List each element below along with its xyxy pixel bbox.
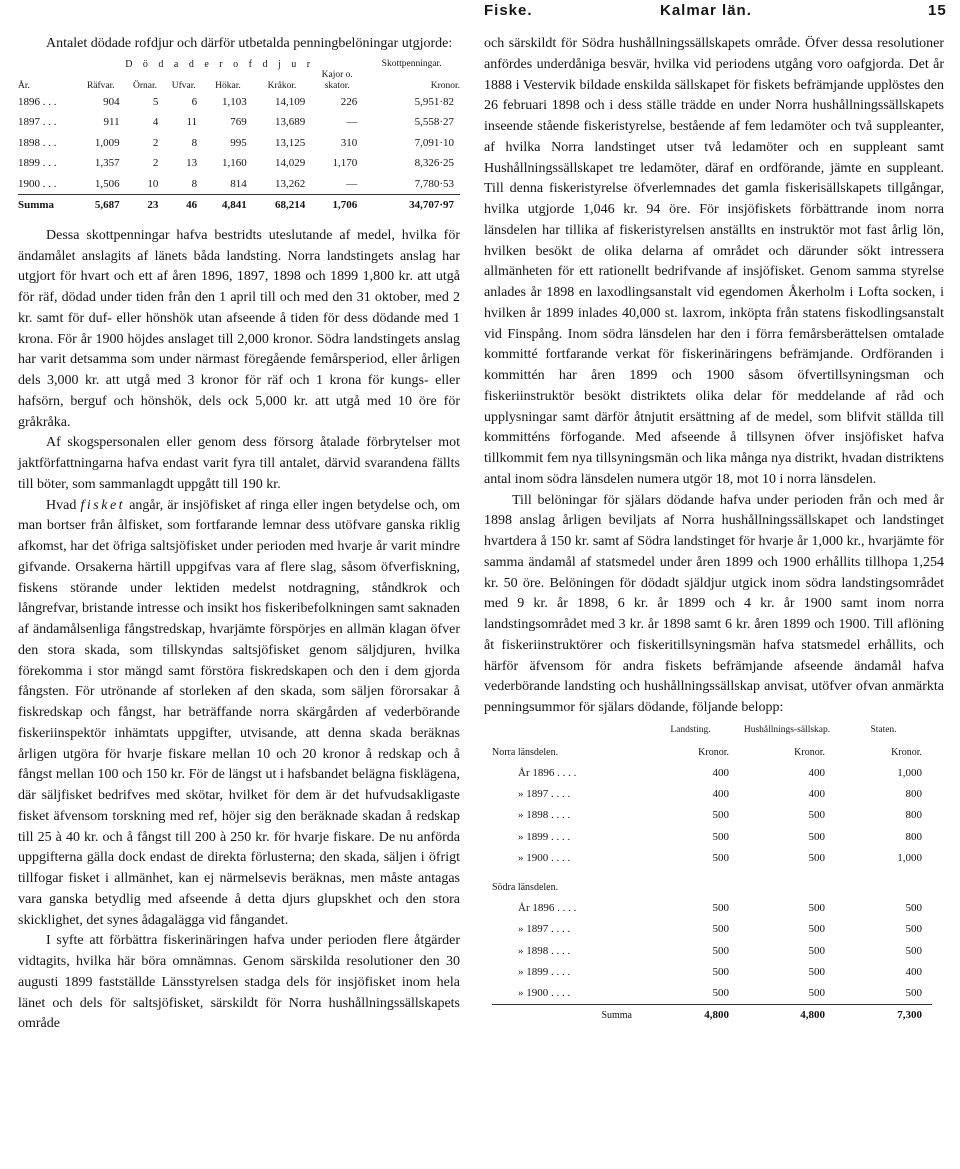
intro-paragraph: Antalet dödade rofdjur och därför utbetalda penningbelöningar utgjorde: — [46, 36, 453, 51]
forestry-offences-paragraph: Af skogspersonalen eller genom dess försorg åtalade förbrytelser mot jaktförfattningarna hafva endast varit fyra till antalet, därvid svarandena fällts till böter, som sammanlagdt uppgått till 190 kr. — [18, 435, 460, 492]
table-sum-row: Summa 4,800 4,800 7,300 — [492, 1005, 932, 1027]
bounty-group-header: Skottpenningar. — [381, 58, 442, 69]
predator-group-header: D ö d a d e r o f d j u r — [125, 58, 315, 70]
col-year: År. — [18, 80, 30, 91]
group-label-north: Norra länsdelen. — [492, 746, 559, 758]
col-eagles: Örnar. — [132, 80, 157, 91]
page-number: 15 — [928, 2, 947, 19]
col-staten: Staten. — [870, 724, 897, 735]
col-foxes: Räfvar. — [86, 80, 115, 91]
table-row: » 1898 . . . . 500 500 800 — [518, 809, 922, 822]
right-column — [484, 34, 944, 1026]
col-hushallningssallskap: Hushållnings-sällskap. — [743, 724, 831, 735]
table-row: År 1896 . . . . 500 500 500 — [518, 902, 922, 915]
col-hawks: Hökar. — [215, 80, 241, 91]
unit-label: Kronor. — [794, 746, 825, 758]
table-row: » 1900 . . . . 500 500 1,000 — [518, 851, 922, 864]
fishing-paragraph: Hvad fisket angår, är insjöfisket af ringa eller ingen betydelse och, om man bortser från ålfisket, som fortfarande lemnar dess utöfvare ganska riklig afkomst, har det öfriga saltsjöfisket under perioden med hvarje år varit mindre gifvande. Orsakerna härtill uppgifvas vara af flere slag, såsom öfverfiskning, fiskens störande under lektiden medelst notdragning, ståndkrok och långrefvar, bristande intresse och insikt hos fiskeribefolkningen samt saknaden af ändamålsenliga fångstredskap, hvarjämte förspörjes en allmän klagan öfver den stora skada, som tillskyndas saltsjöfisket genom säljdjuren, hvilka förekomma i stor mängd samt förstöra fiskredskapen och den i dem gjorda fångsten. För utrönande af storleken af den skada, som säljen förorsakar å fiskredskap och fångst, har beträffande norra skärgården af vederbörande fiskeriinspektör inhämtats uppgifter, utvisande, att denna skada beräknas årligen utgöra för hvarje fiskare mellan 10 och 20 kronor å redskap och å fångst mellan 100 och 150 kr. För de längst ut i hafsbandet belägna fisklägena, där säljfisket bedrifves med skötar, hvilket för dem är det hufvudsakligaste fisket äfvensom torskning med ref, höjer sig den beräknade skadan å redskap till 25 à 40 kr. och å fångst till 200 à 250 kr. för hvarje fiskare. De nu anförda uppgifterna gälla dock endast de direkta förlusterna; den skada, säljen i öfrigt tillfogar fisket i allmänhet, kan ej närmelsevis beräknas, men måste antagas vara ganska betydlig med afseende å detta djurs glupskhet och den stora skicklighet, det synes ådagalägga vid fångandet. — [18, 497, 461, 928]
table-row: » 1900 . . . . 500 500 500 — [518, 986, 922, 999]
col-landsting: Landsting. — [670, 724, 711, 735]
table-row: » 1899 . . . . 500 500 400 — [518, 965, 922, 978]
predator-table — [18, 59, 460, 216]
unit-label: Kronor. — [698, 746, 729, 758]
table-row: » 1897 . . . . 400 400 800 — [518, 788, 922, 801]
funding-table — [492, 725, 932, 1027]
running-head-section: Fiske. — [484, 2, 533, 19]
col-kronor: Kronor. — [430, 80, 460, 91]
table-row: 1900 . . . 1,506 10 8 814 13,262 — 7,780·53 — [18, 177, 454, 190]
table-row: 1896 . . . 904 5 6 1,103 14,109 226 5,951·82 — [18, 95, 454, 108]
measures-paragraph: I syfte att förbättra fiskerinäringen hafva under perioden flere åtgärder vidtagits, hvilka här böra omnämnas. Genom särskilda resolutioner den 30 augusti 1899 fastställde Länsstyrelsen stadga dels för insjöfisket inom hela länet och dels för saltsjöfisket, särskildt för Norra hushållningssällskapets område — [18, 933, 460, 1032]
unit-label: Kronor. — [891, 746, 922, 758]
table-row: 1897 . . . 911 4 11 769 13,689 — 5,558·27 — [18, 116, 454, 129]
table-row: » 1899 . . . . 500 500 800 — [518, 830, 922, 843]
bounty-funding-paragraph: Dessa skottpenningar hafva bestridts uteslutande af medel, hvilka för ändamålet anslagits af länets båda landsting. Norra landstingets anslag har utgjort för hvart och ett af åren 1896, 1897, 1898 och 1899 1,800 kr. att utgå för räf, dödad under tiden från den 1 april till och med den 31 oktober, med 2 kr. samt för duf- eller hönshök utan afseende å tiden för dess dödande med 1 krona. För år 1900 höjdes anslaget till 2,000 kronor. Södra landstingets anslag har varit detsamma som under närmast föregående femårsperiod, eller årligen dels 3,000 kr. att utgå med 3 kronor för räf och 1 krona för kungs- eller hafsörn, berguf och hönshök, dels ock 5,000 kr. att utgå med 10 öre för gråkråka. — [18, 227, 460, 430]
col-jackdaws: Kajor o. skator. — [321, 69, 353, 91]
table-row: » 1898 . . . . 500 500 500 — [518, 944, 922, 957]
col-owls: Ufvar. — [171, 80, 196, 91]
table-row: » 1897 . . . . 500 500 500 — [518, 923, 922, 936]
group-label-south: Södra länsdelen. — [492, 881, 559, 893]
seal-bounty-paragraph: Till belöningar för själars dödande hafva under perioden från och med år 1898 anslag årligen beviljats af Norra hushållningssällskapet och landstinget hvartdera å 150 kr. samt af Södra landstinget för hvarje år 1,000 kr., hvarjämte för samma ändamål af statsmedel under åren 1899 och 1900 erhållits tillhopa 1,254 kr. 50 öre. Belöningen för dödadt själdjur utgick inom södra landstingsområdet med 9 kr. år 1898, 6 kr. år 1899 och 4 kr. år 1900 samt inom norra landstingsområdet med 3 kr. år 1898 samt 6 kr. åren 1899 och 1900. Till aflöning åt fiskeriinstruktörer och fiskeritillsyningsmän hafva statsmedel erhållits, och härför äfvensom för andra fiskets befrämjande afseende ändamål hafva vederbörande landsting och hushållningssällskap anvisat, utöfver ofvan anmärkta penningsummor för själars dödande, följande belopp: — [484, 492, 944, 715]
continued-paragraph: och särskildt för Södra hushållningssällskapets område. Öfver dessa resolutioner anfördes underdåniga besvär, hvilka vid periodens utgång voro oafgjorda. Det år 1888 i Vestervik bildade enskilda sällskapet för fiskets befrämjande upplöstes den 26 februari 1898 och i dess ställe trädde en under Norra hushållningssällskapets inseende stående fiskeristyrelse, bestående af fem ledamöter och två suppleanter, af hvilka Norra landstinget utser två ledamöter och en suppleant samt Hushållningssällskapet tre ledamöter, däraf en ordförande, jämte en suppleant. Till denna fiskeristyrelse öfverlemnades det gamla fiskerisällskapets tillgångar, hvilka utgjorde 1,046 kr. 94 öre. För insjöfiskets förbättrande inom norra länsdelen har tillika af fiskeristyrelsen anställts en instruktör mot fast årlig lön, hvilken besökt de olika delarna af området och därunder sökt intressera allmänheten för ett rationellt bedrifvande af insjöfisket. Genom samma styrelse anlades år 1898 en laxodlingsanstalt vid egendomen Åkerholm i Lofta socken, i hvilken år 1899 inlades 40,000 st. laxrom, inköpta från statens fiskodlingsanstalt vid Finspång. Inom södra länsdelen har den i förra femårsberättelsen omtalade kommitté fortfarande verkat för fiskerinäringens befrämjande. Ordföranden i kommittén har åren 1899 och 1900 såsom öfvertillsyningsman och fiskeriinstruktör besökt distriktets olika delar för meddelande af råd och upplysningar samt därför åtnjutit ersättning af de medel, som blifvit ställda till kommitténs förfogande. Med afseende å tillsynen öfver insjöfisket hafva tillkommit fem nya tillsyningsmän och lika många nya distrikt, hvadan distriktens antal inom södra länsdelen numera utgör 18, mot 10 i norra länsdelen. — [484, 36, 944, 487]
table-row: 1899 . . . 1,357 2 13 1,160 14,029 1,170 8,326·25 — [18, 157, 454, 170]
col-crows: Kråkor. — [267, 80, 297, 91]
table-row: 1898 . . . 1,009 2 8 995 13,125 310 7,091·10 — [18, 136, 454, 149]
table-row: År 1896 . . . . 400 400 1,000 — [518, 766, 922, 779]
fisket-emphasis: fisket — [80, 497, 126, 513]
left-column — [18, 34, 460, 1035]
table-sum-row: Summa 5,687 23 46 4,841 68,214 1,706 34,707·97 — [18, 195, 460, 216]
running-head-county: Kalmar län. — [660, 2, 752, 19]
